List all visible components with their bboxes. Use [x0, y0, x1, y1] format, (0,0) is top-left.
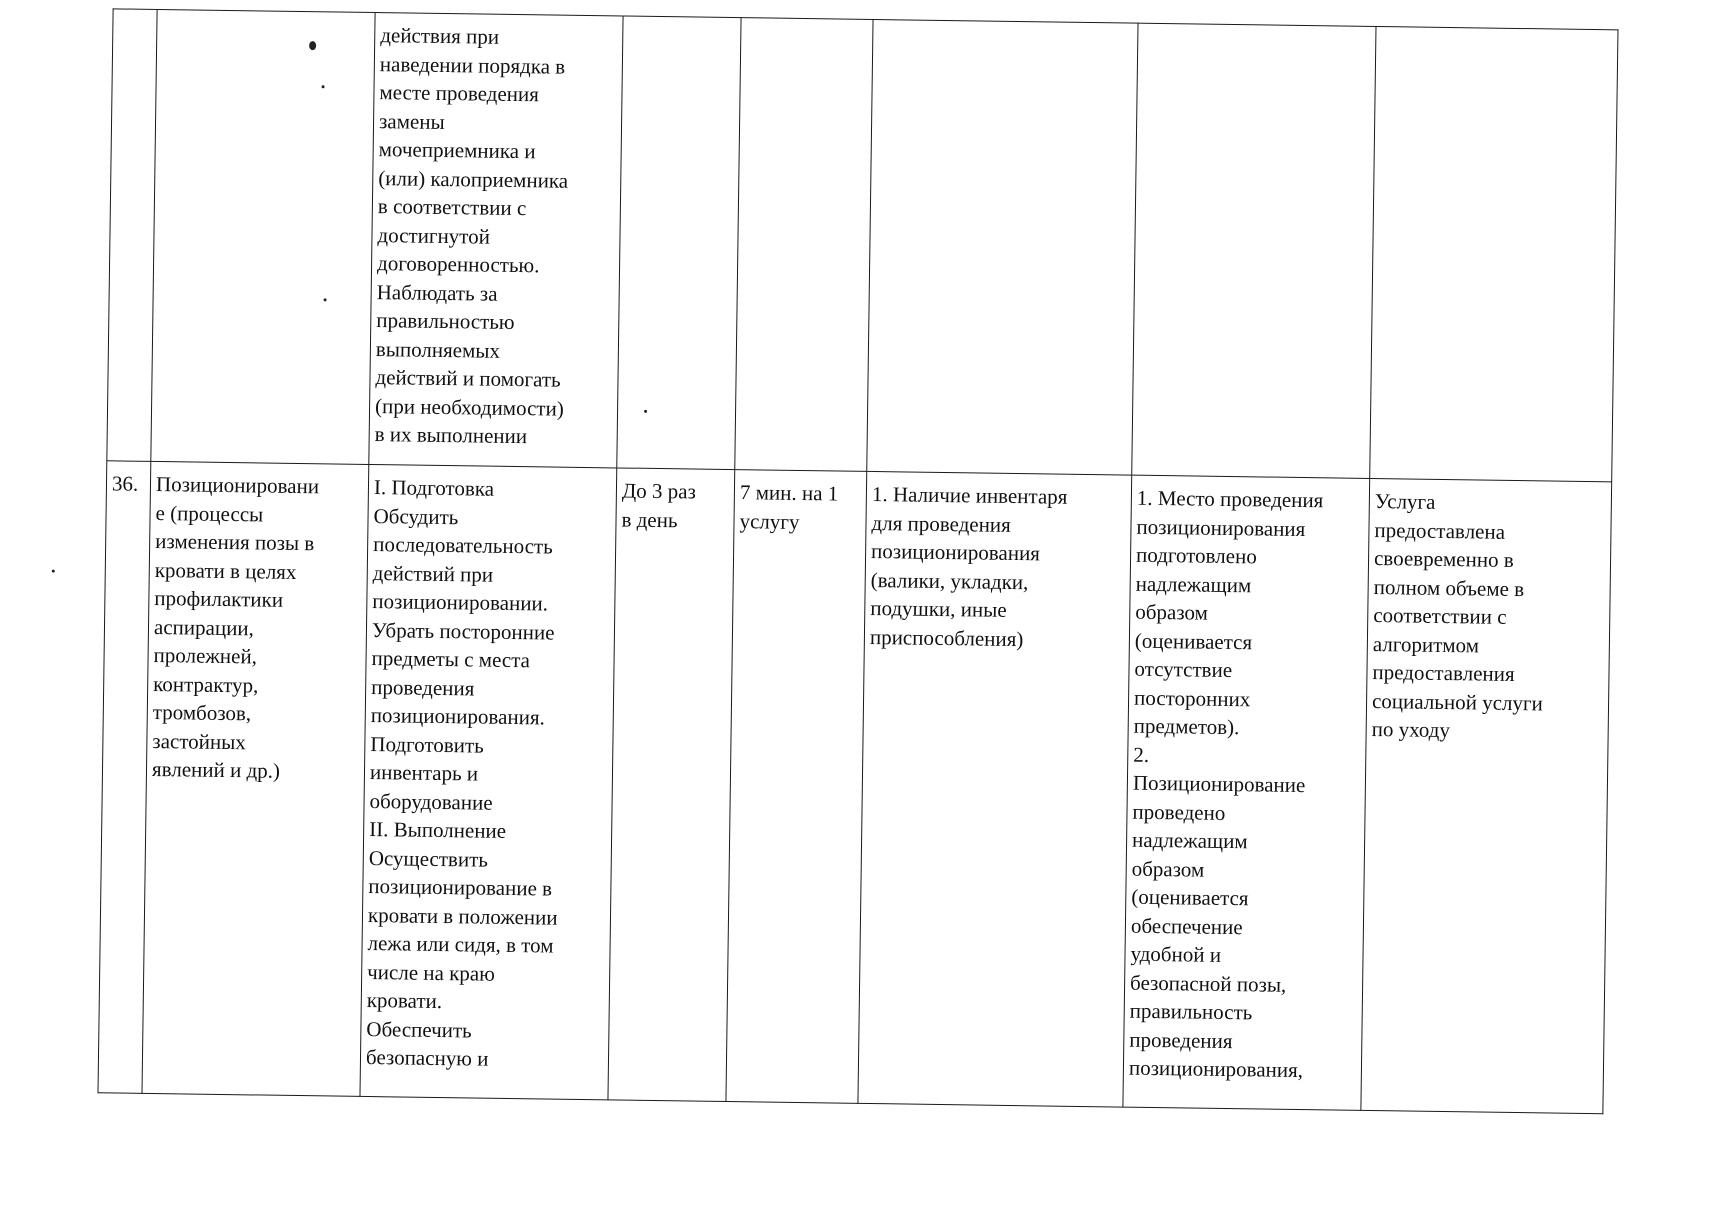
cell-duration-empty: [735, 18, 873, 472]
text-line: До 3 раз: [621, 478, 697, 504]
scan-speck: [324, 298, 327, 301]
text-line: услугу: [739, 508, 800, 534]
text-line: алгоритмом: [1372, 631, 1480, 657]
text-line: предметы с места: [371, 646, 531, 673]
text-line: образом: [1135, 599, 1209, 625]
cell-conditions-empty: [867, 19, 1138, 475]
text-line: Осуществить: [368, 845, 489, 872]
cell-name-empty: [151, 9, 375, 464]
cell-quality: [1123, 475, 1370, 1110]
text-line: предоставления: [1372, 660, 1515, 686]
text-line: (валики, укладки,: [870, 567, 1029, 594]
cell-number-empty: [107, 9, 157, 462]
text-line: тромбозов,: [152, 699, 252, 726]
text-line: договоренностью.: [376, 251, 540, 278]
text-line: застойных: [152, 728, 247, 754]
text-line: действия при: [380, 23, 500, 49]
text-line: Убрать посторонние: [371, 617, 555, 645]
cell-frequency: [608, 468, 735, 1102]
text-line: 7 мин. на 1: [739, 480, 839, 506]
text-line: предметов).: [1133, 713, 1240, 740]
text-line: кровати в положении: [367, 902, 558, 930]
text-line: позиционирования.: [370, 703, 546, 730]
text-line: обеспечение: [1130, 913, 1243, 939]
text-line: числе на краю: [367, 959, 496, 986]
text-line: соответствии с: [1373, 603, 1507, 629]
text-line: удобной и: [1130, 941, 1222, 967]
text-line: проведено: [1132, 799, 1226, 825]
text-line: позиционировании.: [372, 589, 549, 616]
text-line: безопасной позы,: [1129, 970, 1287, 997]
text-line: по уходу: [1371, 716, 1451, 743]
text-line: (оценивается: [1134, 628, 1253, 654]
table-row-continued: [107, 9, 1618, 482]
text-line: Наблюдать за: [376, 279, 498, 306]
text-line: последовательность: [373, 532, 553, 559]
text-line: месте проведения: [379, 80, 540, 107]
text-line: приспособления): [869, 624, 1024, 651]
text-line: (при необходимости): [374, 393, 564, 421]
text-line: I. Подготовка: [373, 475, 495, 501]
cell-result-empty: [1370, 26, 1618, 481]
text-line: Позиционировани: [155, 472, 320, 499]
table-row-36: [98, 461, 1612, 1114]
text-line: проведения: [371, 674, 475, 700]
cell-quality-empty: [1132, 23, 1376, 478]
text-line: Обеспечить: [366, 1016, 472, 1042]
text-line: 2.: [1133, 742, 1150, 767]
text-line: безопасную и: [365, 1044, 489, 1071]
text-line: позиционирование в: [368, 874, 553, 901]
text-line: позиционирования: [1136, 514, 1306, 541]
text-line: подготовлено: [1135, 542, 1257, 569]
text-line: правильность: [1129, 998, 1253, 1025]
text-line: в их выполнении: [374, 422, 528, 449]
text-line: надлежащим: [1135, 571, 1252, 597]
text-line: лежа или сидя, в том: [367, 931, 554, 958]
cell-procedure-continued: [369, 13, 623, 468]
text-line: е (процессы: [155, 500, 264, 526]
scan-speck: [322, 85, 325, 88]
text-line: 1. Наличие инвентаря: [871, 481, 1068, 509]
text-line: позиционирования: [870, 538, 1041, 566]
text-line: замены: [378, 108, 445, 134]
text-line: надлежащим: [1131, 827, 1248, 854]
text-line: в соответствии с: [377, 194, 527, 221]
text-line: оборудование: [369, 788, 493, 815]
row-number: 36.: [111, 471, 139, 496]
text-line: кровати в целях: [154, 557, 297, 584]
text-line: достигнутой: [377, 222, 491, 249]
text-line: явлений и др.): [151, 756, 281, 783]
text-line: изменения позы в: [155, 528, 315, 556]
text-line: наведении порядка в: [379, 51, 566, 79]
text-line: действий и помогать: [375, 365, 561, 392]
text-line: Подготовить: [370, 731, 484, 758]
text-line: предоставлена: [1374, 517, 1506, 544]
text-line: инвентарь и: [369, 760, 479, 786]
cell-frequency-empty: [617, 16, 741, 470]
text-line: отсутствие: [1134, 656, 1233, 683]
services-table: [97, 8, 1618, 1114]
text-line: II. Выполнение: [369, 817, 507, 843]
text-line: профилактики: [154, 585, 284, 612]
text-line: аспирации,: [153, 614, 255, 640]
text-line: правильностью: [376, 308, 515, 334]
text-line: проведения: [1129, 1027, 1233, 1053]
cell-procedure: [360, 464, 617, 1099]
text-line: позиционирования,: [1128, 1055, 1304, 1083]
text-line: образом: [1131, 856, 1205, 882]
text-line: контрактур,: [153, 671, 259, 697]
text-line: Позиционирование: [1132, 770, 1306, 798]
text-line: своевременно в: [1373, 546, 1514, 572]
text-line: (оценивается: [1131, 884, 1249, 911]
scan-speck: [52, 570, 55, 573]
text-line: Обсудить: [373, 503, 459, 529]
text-line: пролежней,: [153, 642, 258, 669]
cell-duration: [726, 470, 867, 1104]
text-line: Услуга: [1374, 489, 1436, 514]
text-line: (или) калоприемника: [378, 165, 569, 193]
text-line: кровати.: [366, 987, 443, 1014]
text-line: подушки, иные: [870, 595, 1007, 622]
text-line: мочеприемника и: [378, 137, 536, 164]
cell-conditions: [858, 471, 1132, 1107]
text-line: для проведения: [871, 510, 1011, 537]
text-line: полном объеме в: [1373, 574, 1525, 601]
text-line: в день: [621, 507, 678, 532]
text-line: 1. Место проведения: [1136, 485, 1324, 513]
text-line: выполняемых: [375, 336, 501, 363]
text-line: социальной услуги: [1371, 688, 1543, 715]
scan-speck: [644, 410, 647, 413]
text-line: действий при: [372, 560, 494, 587]
cell-result: [1361, 478, 1612, 1113]
text-line: посторонних: [1133, 685, 1251, 711]
cell-service-name: [142, 461, 369, 1096]
